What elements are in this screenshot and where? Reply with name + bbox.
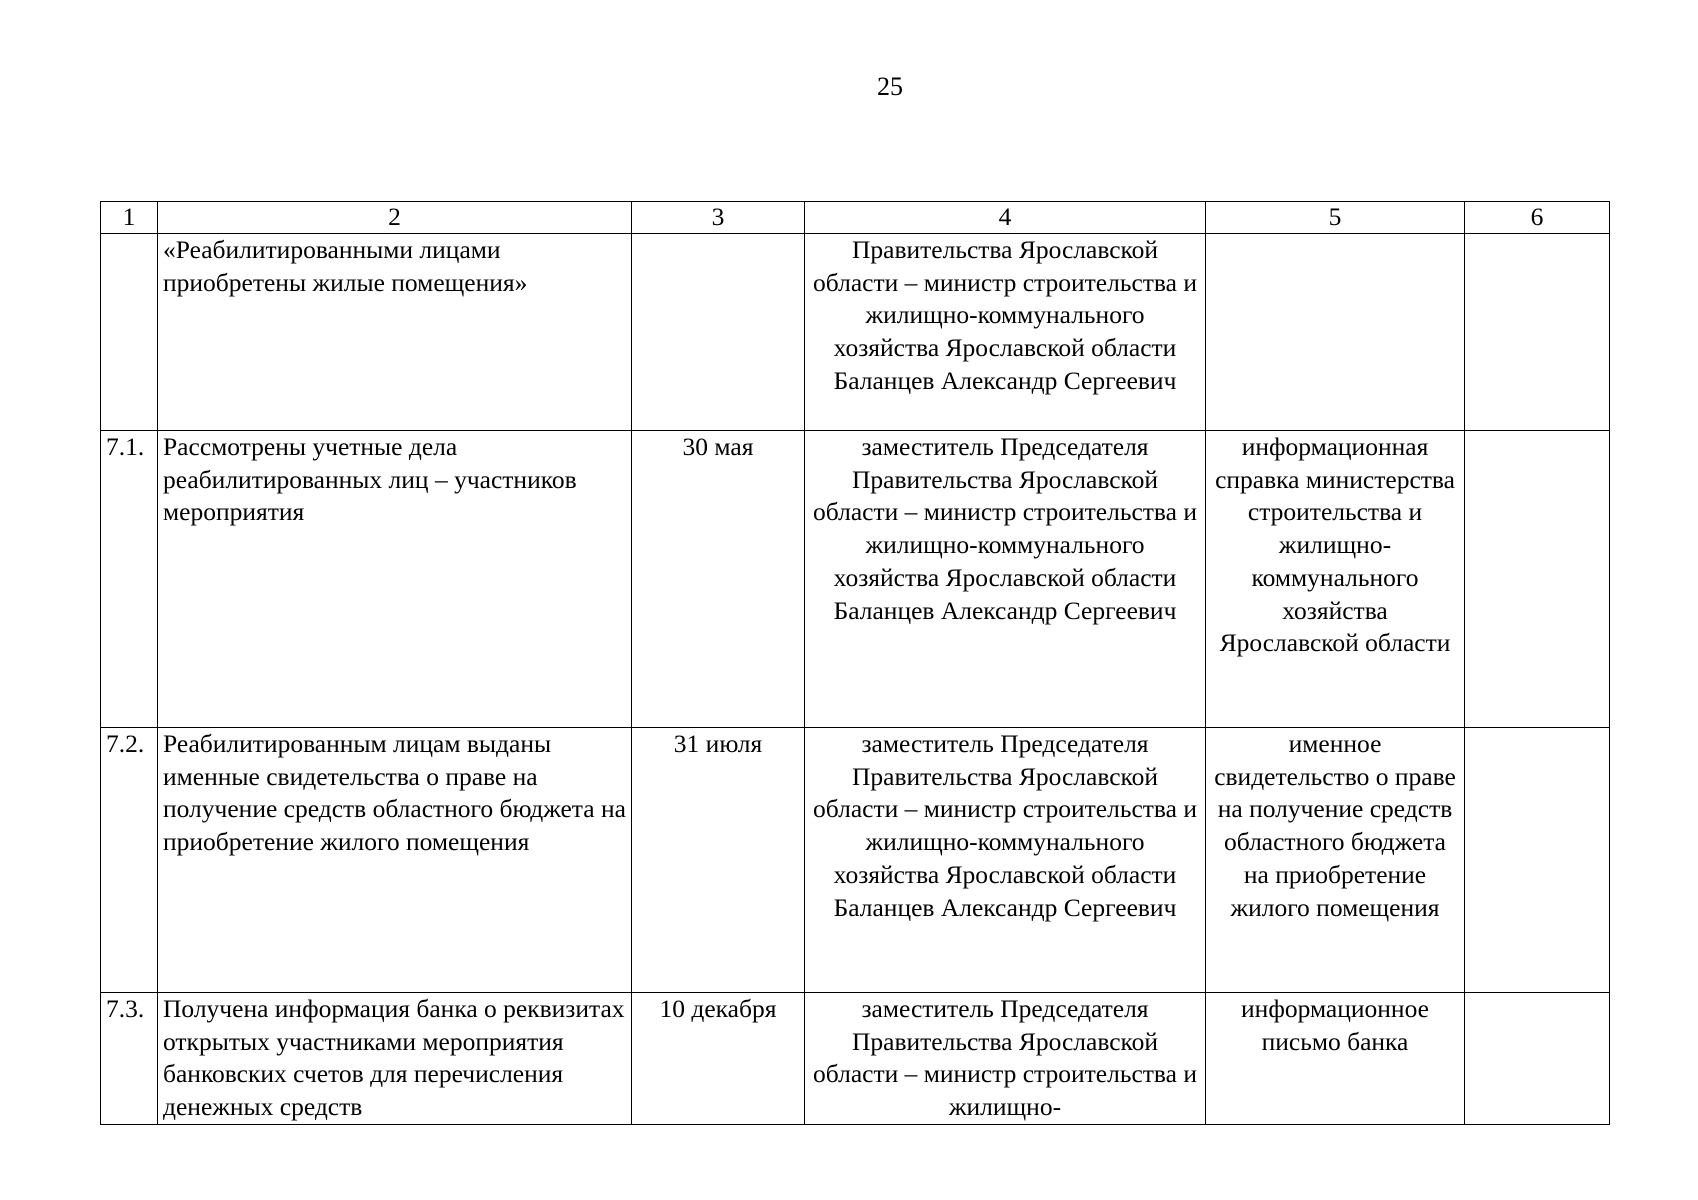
result-cell: информационная справка министерства строительства и жилищно-коммунального хозяйства Ярославской области xyxy=(1206,431,1465,728)
date-cell xyxy=(632,234,805,431)
row-number xyxy=(101,234,158,431)
result-cell: информационное письмо банка xyxy=(1206,993,1465,1125)
responsible-cell: заместитель Председателя Правительства Ярославской области – министр строительства и жилищно-коммунального хозяйства Ярославской области Баланцев Александр Сергеевич xyxy=(805,431,1206,728)
table-row xyxy=(101,728,1610,993)
result-cell: именное свидетельство о праве на получение средств областного бюджета на приобретение жилого помещения xyxy=(1206,728,1465,993)
table-row xyxy=(101,234,1610,431)
column-header: 6 xyxy=(1465,202,1610,234)
page-number: 25 xyxy=(877,72,903,101)
row-number: 7.1. xyxy=(101,431,158,728)
event-cell: Реабилитированным лицам выданы именные свидетельства о праве на получение средств областного бюджета на приобретение жилого помещения xyxy=(158,728,632,993)
column-header: 1 xyxy=(101,202,158,234)
note-cell xyxy=(1465,431,1610,728)
responsible-cell: заместитель Председателя Правительства Ярославской области – министр строительства и жилищно-коммунального хозяйства Ярославской области Баланцев Александр Сергеевич xyxy=(805,728,1206,993)
row-number: 7.2. xyxy=(101,728,158,993)
column-header: 4 xyxy=(805,202,1206,234)
event-cell: Получена информация банка о реквизитах открытых участниками мероприятия банковских счетов для перечисления денежных средств xyxy=(158,993,632,1125)
date-cell: 31 июля xyxy=(632,728,805,993)
column-header: 5 xyxy=(1206,202,1465,234)
date-cell: 10 декабря xyxy=(632,993,805,1125)
responsible-cell: Правительства Ярославской области – министр строительства и жилищно-коммунального хозяйства Ярославской области Баланцев Александр Сергеевич xyxy=(805,234,1206,431)
note-cell xyxy=(1465,728,1610,993)
row-number: 7.3. xyxy=(101,993,158,1125)
column-header: 3 xyxy=(632,202,805,234)
table-header-row xyxy=(101,202,1610,234)
table-row xyxy=(101,993,1610,1125)
responsible-cell: заместитель Председателя Правительства Ярославской области – министр строительства и жилищно- xyxy=(805,993,1206,1125)
note-cell xyxy=(1465,234,1610,431)
note-cell xyxy=(1465,993,1610,1125)
result-cell xyxy=(1206,234,1465,431)
column-header: 2 xyxy=(158,202,632,234)
event-cell: Рассмотрены учетные дела реабилитированных лиц – участников мероприятия xyxy=(158,431,632,728)
event-cell: «Реабилитированными лицами приобретены жилые помещения» xyxy=(158,234,632,431)
date-cell: 30 мая xyxy=(632,431,805,728)
plan-table xyxy=(100,201,1610,1125)
table-row xyxy=(101,431,1610,728)
